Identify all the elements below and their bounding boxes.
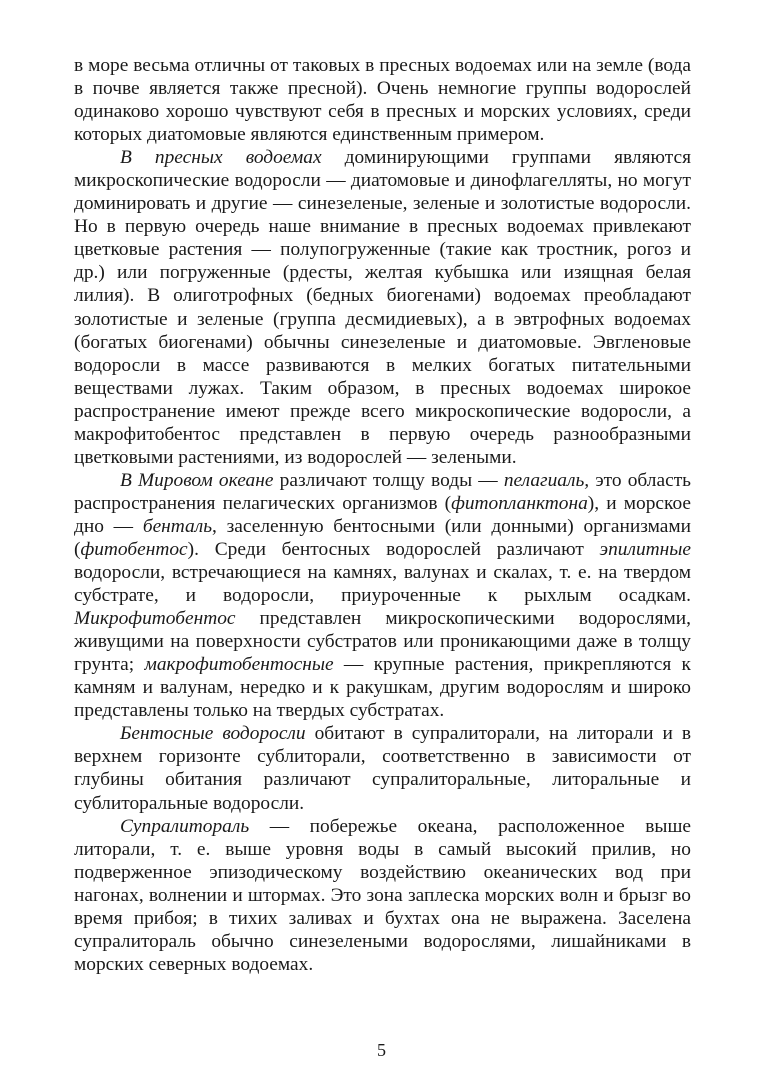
italic-term: Микрофитобентос <box>74 608 236 630</box>
page-body <box>74 54 691 976</box>
italic-term: макрофитобентосные <box>144 654 334 676</box>
paragraph-4 <box>74 722 691 814</box>
paragraph-1 <box>74 54 691 146</box>
paragraph-5 <box>74 815 691 976</box>
text-run: обитают в супралиторали, на литорали и в верхнем горизонте сублиторали, соответственно в зависимости от глубины обитания различают супралиторальные, литоральные и сублиторальные водоросли. <box>74 723 691 814</box>
text-run: доминирующими группами являются микроскопические водоросли — диатомовые и динофлагелляты, но могут доминировать и другие — синезеленые, зеленые и золотистые водоросли. Но в первую очередь наше внимание в пресных водоемах привлекают цветковые растения — полупогруженные (такие как тростник, рогоз и др.) или погруженные (рдесты, желтая кубышка или изящная белая лилия). В олиготрофных (бедных биогенами) водоемах преобладают золотистые и зеленые (группа десмидиевых), а в эвтрофных водоемах (богатых биогенами) обычны синезеленые и диатомовые. Эвгленовые водоросли в массе развиваются в мелких богатых питательными веществами лужах. Таким образом, в пресных водоемах широкое распространение имеют прежде всего микроскопические водоросли, а макрофитобентос представлен в первую очередь разнообразными цветковыми растениями, из водорослей — зелеными. <box>74 147 691 468</box>
italic-term: В Мировом океане <box>120 469 274 491</box>
text-run: , заселенную бентосными (или донными) организмами ( <box>74 515 691 560</box>
italic-term: фитобентос <box>80 538 188 560</box>
italic-term: пелагиаль, <box>503 469 590 491</box>
text-run: ). Среди бентосных водорослей различают <box>187 538 600 560</box>
paragraph-2 <box>74 146 691 469</box>
italic-term: В пресных водоемах <box>120 147 322 169</box>
text-run: — крупные растения, прикрепляются к камням и валунам, нередко и к ракушкам, другим водорослям и широко представлены только на твердых субстратах. <box>74 654 691 722</box>
italic-term: бенталь <box>142 515 213 537</box>
text-run: в море весьма отличны от таковых в пресных водоемах или на земле (вода в почве является также пресной). Очень немногие группы водорослей одинаково хорошо чувствуют себя в пресных и морских условиях, среди которых диатомовые являются единственным примером. <box>74 55 691 146</box>
text-run: — побережье океана, расположенное выше литорали, т. е. выше уровня воды в самый высокий прилив, но подверженное эпизодическому воздействию океанических вод при нагонах, волнении и штормах. Это зона заплеска морских волн и брызг во время прибоя; в тихих заливах и бухтах она не выражена. Заселена супралитораль обычно синезелеными водорослями, лишайниками в морских северных водоемах. <box>74 815 691 975</box>
text-run: различают толщу воды — <box>273 469 504 491</box>
text-run: это область распространения пелагических организмов ( <box>74 469 692 514</box>
italic-term: Бентосные водоросли <box>120 723 306 745</box>
italic-term: фитопланктона <box>451 492 588 514</box>
italic-term: эпилитные <box>599 538 691 560</box>
paragraph-3 <box>74 469 691 723</box>
italic-term: Супралитораль <box>120 815 250 837</box>
text-run: представлен микроскопическими водорослями, живущими на поверхности субстратов или проникающими даже в толщу грунта; <box>74 608 691 676</box>
text-run: водоросли, встречающиеся на камнях, валунах и скалах, т. е. на твердом субстрате, и водоросли, приуроченные к рыхлым осадкам. <box>74 562 691 607</box>
page-number: 5 <box>377 1040 386 1060</box>
text-run: ), и морское дно — <box>74 492 691 537</box>
